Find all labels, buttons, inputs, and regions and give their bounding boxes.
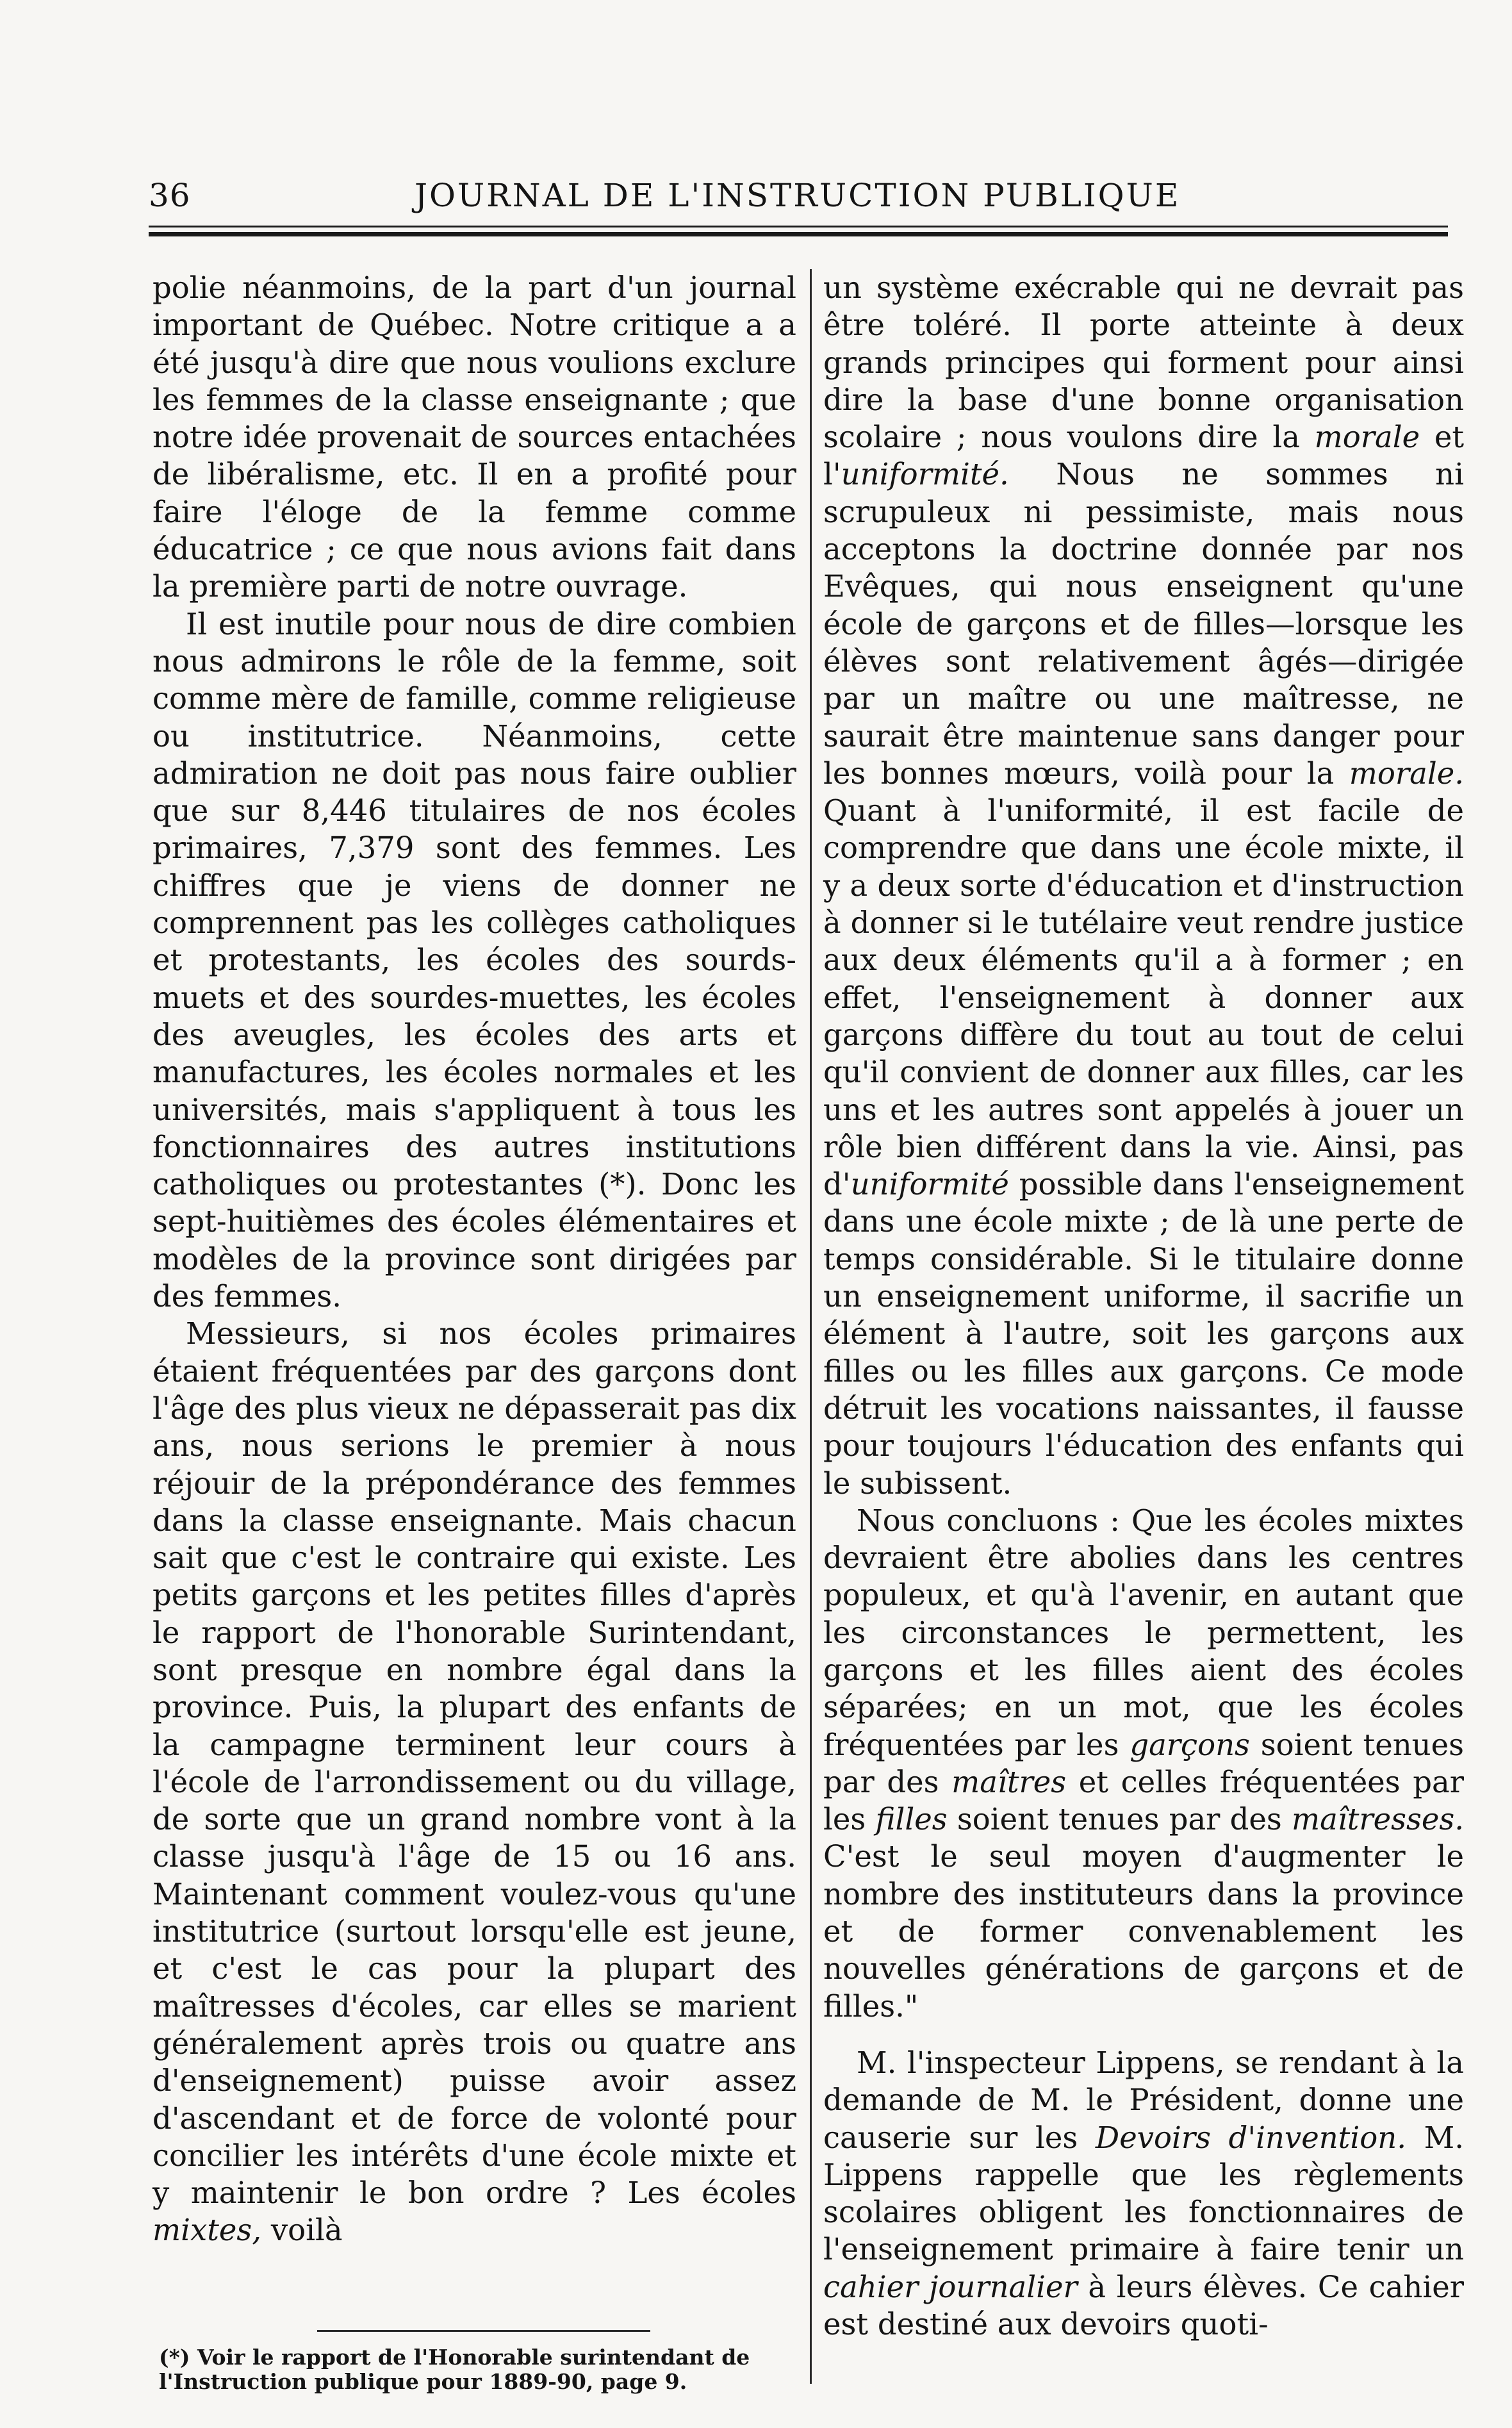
italic-run: Devoirs d'invention. (1095, 2120, 1406, 2155)
page-header (149, 174, 1430, 215)
italic-run: morale. (1349, 756, 1464, 791)
left-paragraph-3-text: Messieurs, si nos écoles primaires étaient fréquentées par des garçons dont l'âge des plus vieux ne dépasserait pas dix ans, nous serions le premier à nous réjouir de la prépondérance des femmes dans la classe enseignante. Mais chacun sait que c'est le contraire qui existe. Les petits garçons et les petites filles d'après le rapport de l'honorable Surintendant, sont presque en nombre égal dans la province. Puis, la plupart des enfants de la campagne terminent leur cours à l'école de l'arrondissement ou du village, de sorte que un grand nombre vont à la classe jusqu'à l'âge de 15 ou 16 ans. Maintenant comment voulez-vous qu'une institutrice (surtout lorsqu'elle est jeune, et c'est le cas pour la plupart des maîtresses d'écoles, car elles se marient généralement après trois ou quatre ans d'enseignement) puisse avoir assez d'ascendant et de force de volonté pour concilier les intérêts d'une école mixte et y maintenir le bon ordre ? Les écoles (152, 1316, 796, 2211)
header-rule-thin (149, 226, 1448, 227)
italic-run: maîtres (951, 1764, 1067, 1799)
text-run: et l' (823, 420, 1465, 492)
text-run: Nous concluons : Que les écoles mixtes devraient être abolies dans les centres populeux, et qu'à l'avenir, en autant que les circonstances le permettent, les garçons et les filles aient des écoles séparées; en un mot, que les écoles fréquentées par les (823, 1503, 1464, 1762)
left-paragraph-3-italic: mixtes, (152, 2213, 262, 2248)
italic-run: maîtresses. (1292, 1802, 1465, 1837)
text-run: et celles fréquentées par les (823, 1764, 1464, 1837)
text-run: M. l'inspecteur Lippens, se rendant à la demande de M. le Président, donne une causerie sur les (823, 2045, 1464, 2155)
text-run: possible dans l'enseignement dans une école mixte ; de là une perte de temps considérable. Si le titulaire donne un enseignement uniforme, il sacrifie un élément à l'autre, soit les garçons aux filles ou les filles aux garçons. Ce mode détruit les vocations naissantes, il fausse pour toujours l'éducation des enfants qui le subissent. (823, 1167, 1464, 1501)
italic-run: uniformité. (841, 457, 1009, 492)
left-column (152, 269, 796, 2249)
left-paragraph-3 (152, 1315, 796, 2249)
text-run: M. Lippens rappelle que les règlements scolaires obligent les fonctionnaires de l'enseignement primaire à faire tenir un (823, 2120, 1465, 2267)
header-rule-thick (149, 232, 1448, 236)
text-run: Quant à l'uniformité, il est facile de comprendre que dans une école mixte, il y a deux sorte d'éducation et d'instruction à donner si le tutélaire veut rendre justice aux deux éléments qu'il a à former ; en effet, l'enseignement à donner aux garçons diffère du tout au tout de celui qu'il convient de donner aux filles, car les uns et les autres sont appelés à jouer un rôle bien différent dans la vie. Ainsi, pas d' (823, 793, 1464, 1202)
left-paragraph-3-end: voilà (270, 2213, 343, 2248)
italic-run: morale (1314, 420, 1420, 455)
text-run: soient tenues par des (823, 1727, 1464, 1799)
text-run: soient tenues par des (957, 1802, 1282, 1837)
footnote-rule (317, 2330, 650, 2332)
text-run: C'est le seul moyen d'augmenter le nombre des instituteurs dans la province et de former convenablement les nouvelles générations de garçons et de filles." (823, 1839, 1464, 2024)
italic-run: filles (875, 1802, 948, 1837)
left-paragraph-2: Il est inutile pour nous de dire combien nous admirons le rôle de la femme, soit comme mère de famille, comme religieuse ou institutrice. Néanmoins, cette admiration ne doit pas nous faire oublier que sur 8,446 titulaires de nos écoles primaires, 7,379 sont des femmes. Les chiffres que je viens de donner ne comprennent pas les collèges catholiques et protestants, les écoles des sourds-muets et des sourdes-muettes, les écoles des aveugles, les écoles des arts et manufactures, les écoles normales et les universités, mais s'appliquent à tous les fonctionnaires des autres institutions catholiques ou protestantes (*). Donc les sept-huitièmes des écoles élémentaires et modèles de la province sont dirigées par des femmes. (152, 606, 796, 1314)
italic-run: uniformité (850, 1167, 1009, 1202)
italic-run: cahier journalier (823, 2269, 1078, 2304)
left-paragraph-1: polie néanmoins, de la part d'un journal important de Québec. Notre critique a a été jusqu'à dire que nous voulions exclure les femmes de la classe enseignante ; que notre idée provenait de sources entachées de libéralisme, etc. Il en a profité pour faire l'éloge de la femme comme éducatrice ; ce que nous avions fait dans la première parti de notre ouvrage. (152, 270, 796, 604)
page-number: 36 (149, 177, 191, 214)
right-column (823, 269, 1464, 2343)
right-paragraph-2 (823, 1502, 1464, 2025)
running-title: JOURNAL DE L'INSTRUCTION PUBLIQUE (415, 177, 1181, 214)
column-divider (810, 269, 812, 2384)
italic-run: garçons (1130, 1727, 1250, 1762)
text-run: un système exécrable qui ne devrait pas être toléré. Il porte atteinte à deux grands principes qui forment pour ainsi dire la base d'une bonne organisation scolaire ; nous voulons dire la (823, 270, 1464, 455)
right-paragraph-3 (823, 2044, 1464, 2343)
footnote: (*) Voir le rapport de l'Honorable surintendant de l'Instruction publique pour 1889-90, page 9. (159, 2345, 750, 2394)
text-run: Nous ne sommes ni scrupuleux ni pessimiste, mais nous acceptons la doctrine donnée par nos Evêques, qui nous enseignent qu'une école de garçons et de filles—lorsque les élèves sont relativement âgés—dirigée par un maître ou une maîtresse, ne saurait être maintenue sans danger pour les bonnes mœurs, voilà pour la (823, 457, 1464, 791)
right-paragraph-1 (823, 269, 1464, 1502)
text-run: à leurs élèves. Ce cahier est destiné aux devoirs quoti- (823, 2269, 1464, 2342)
